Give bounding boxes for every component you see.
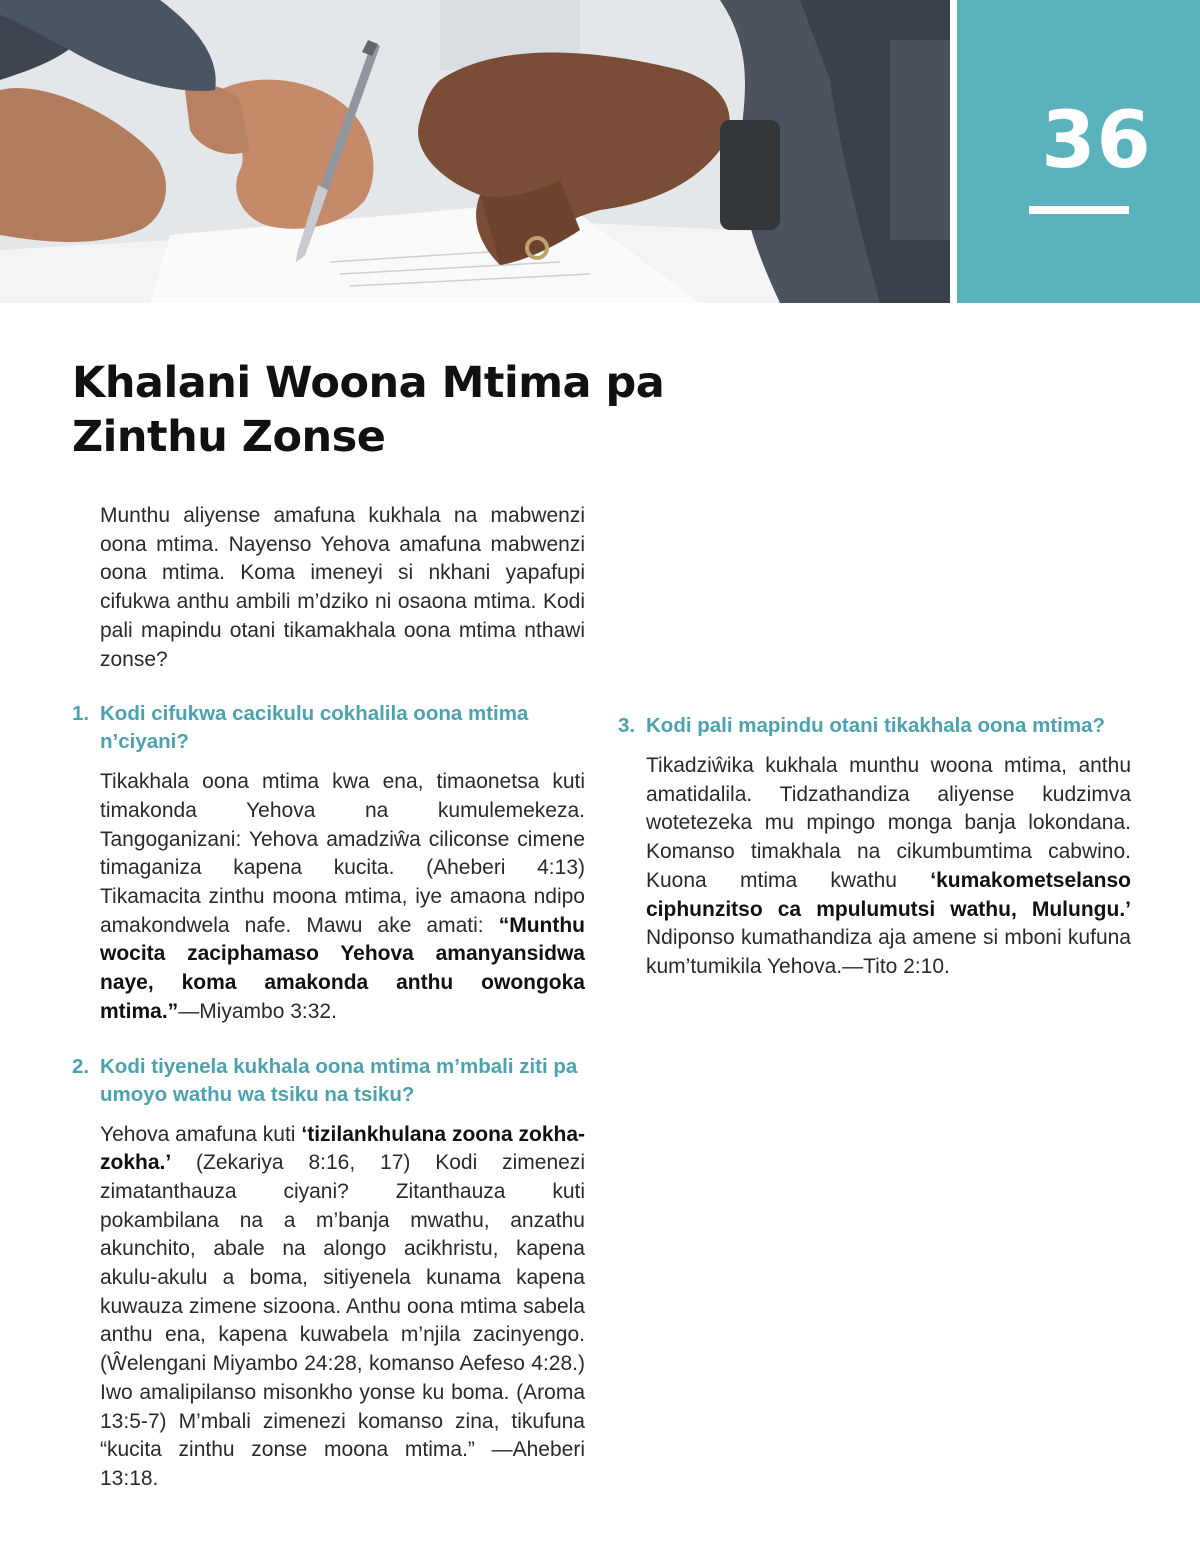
question-3-number: 3. <box>618 714 636 737</box>
answer-3-body-start: Tikadziŵika kukhala munthu woona mtima, anthu amatidalila. Tidzathandiza aliyense kudzimva wotetezeka mu mpingo monga banja lokondana. Komanso timakhala na cikumbumtima cabwino. Kuona mtima kwathu <box>646 754 1131 892</box>
lesson-number-badge <box>957 0 1200 303</box>
answer-3-body-rest: Ndiponso kumathandiza aja amene si mboni kufuna kum’tumikila Yehova.—Tito 2:10. <box>646 926 1131 978</box>
question-3-heading <box>618 712 1131 740</box>
answer-2-paragraph <box>100 1121 585 1494</box>
answer-1-paragraph <box>100 768 585 1026</box>
lesson-number-underline <box>1029 206 1129 214</box>
intro-paragraph: Munthu aliyense amafuna kukhala na mabwenzi oona mtima. Nayenso Yehova amafuna mabwenzi oona mtima. Koma imeneyi si nkhani yapafupi cifukwa anthu ambili m’dziko ni osaona mtima. Kodi pali mapindu otani tikamakhala oona mtima nthawi zonse? <box>100 504 585 671</box>
photo-illustration <box>0 0 950 303</box>
question-3-text: Kodi pali mapindu otani tikakhala oona mtima? <box>646 714 1106 737</box>
question-1-heading <box>72 700 585 756</box>
lesson-title-line-2: Zinthu Zonse <box>72 412 386 462</box>
lesson-number: 36 <box>1041 96 1152 186</box>
question-1-text: Kodi cifukwa cacikulu cokhalila oona mtima n’ciyani? <box>100 702 529 754</box>
lesson-title <box>72 356 772 464</box>
answer-2-bold-quote: ‘tizilankhulana zoona zokha-zokha.’ <box>100 1122 586 1175</box>
right-column <box>618 502 1131 982</box>
answer-2-body-rest: (Zekariya 8:16, 17) Kodi zimenezi zimatanthauza ciyani? Zitanthauza kuti pokambilana na a m’banja mwathu, anzathu akunchito, abale na alongo acikhristu, kapena akulu-akulu a boma, sitiyenela kunama kapena kuwauza zimene sizoona. Anthu oona mtima sabela anthu ena, kapena kuwabela m’njila zacinyengo. (Ŵelengani Miyambo 24:28, komanso Aefeso 4:28.) Iwo amalipilanso misonkho yonse ku boma. (Aroma 13:5-7) M’mbali zimenezi komanso zina, tikufuna “kucita zinthu zonse moona mtima.” —Aheberi 13:18. <box>100 1151 585 1490</box>
question-1-number: 1. <box>72 702 90 726</box>
lesson-title-line-1: Khalani Woona Mtima pa <box>72 358 665 408</box>
answer-1-reference: —Miyambo 3:32. <box>178 999 337 1023</box>
question-2-text: Kodi tiyenela kukhala oona mtima m’mbali ziti pa umoyo wathu wa tsiku na tsiku? <box>100 1054 578 1106</box>
left-column <box>72 502 586 1494</box>
answer-3-paragraph <box>646 752 1131 982</box>
question-2-number: 2. <box>72 1054 90 1078</box>
handshake-signing-photo <box>0 0 950 303</box>
answer-3-bold-quote: ‘kumakometselanso ciphunzitso ca mpulumutsi wathu, Mulungu.’ <box>646 868 1131 921</box>
question-2-heading <box>72 1053 585 1109</box>
answer-2-body-start: Yehova amafuna kuti <box>100 1122 302 1146</box>
answer-1-bold-quote: “Munthu wocita zaciphamaso Yehova amanyansidwa naye, koma amakonda anthu owongoka mtima.” <box>100 913 585 1023</box>
answer-1-body: Tikakhala oona mtima kwa ena, timaonetsa kuti timakonda Yehova na kumulemekeza. Tangoganizani: Yehova amadziŵa ciliconse cimene timaganiza kapena kucita. (Aheberi 4:13) Tikamacita zinthu moona mtima, iye amaona ndipo amakondwela nafe. Mawu ake amati: <box>100 770 585 937</box>
